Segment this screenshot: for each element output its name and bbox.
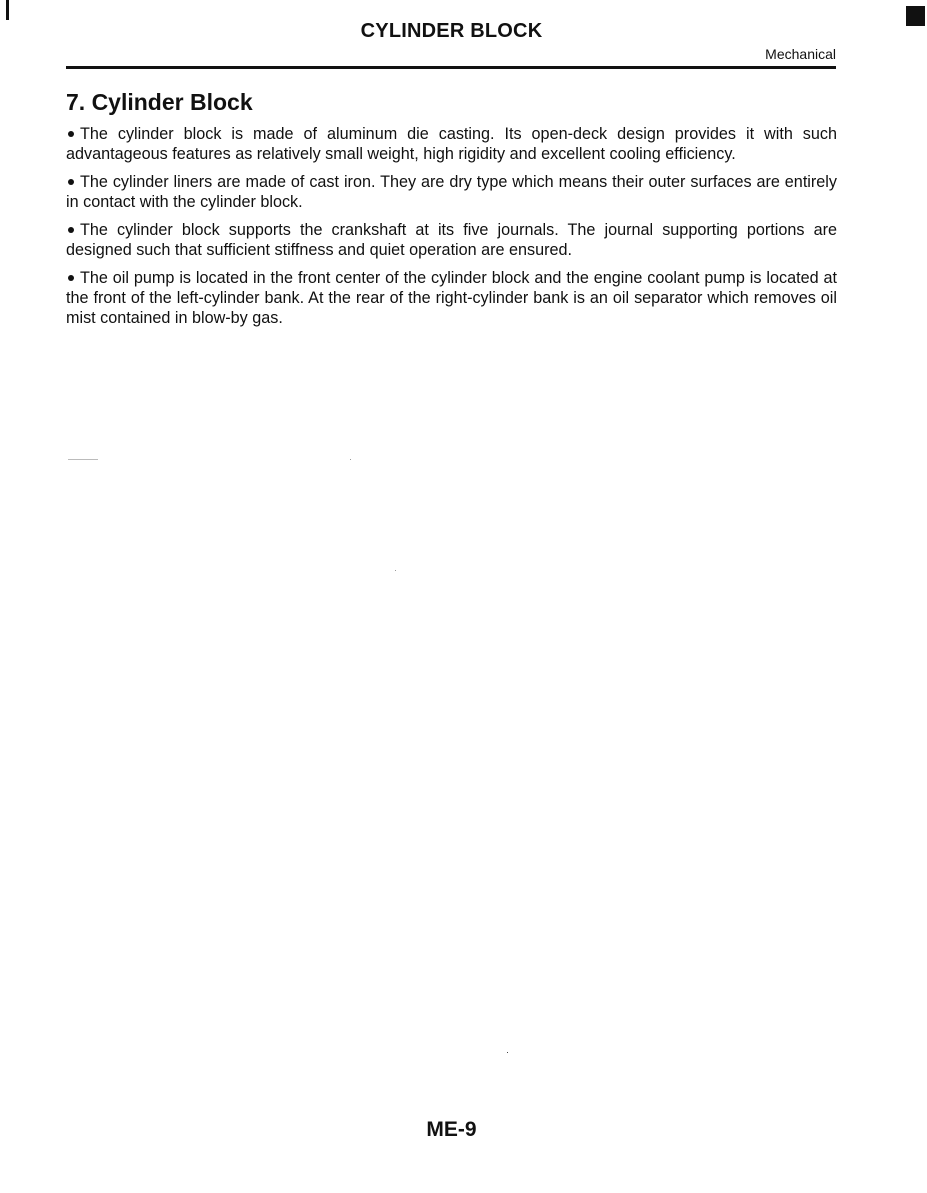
bullet-item [66,124,837,164]
page-header-section: Mechanical [765,46,836,62]
bullet-text: The cylinder block supports the crankshaft at its five journals. The journal supporting portions are designed such that sufficient stiffness and quiet operation are ensured. [66,221,837,259]
page-number: ME-9 [426,1118,477,1141]
bullet-icon [68,131,74,137]
bullet-item [66,268,837,328]
bullet-item [66,172,837,212]
page-header-title: CYLINDER BLOCK [360,20,543,42]
scan-speck [68,459,98,460]
bullet-text: The cylinder block is made of aluminum die casting. Its open-deck design provides it with such advantageous features as relatively small weight, high rigidity and excellent cooling efficiency. [66,125,837,163]
bullet-icon [68,275,74,281]
bullet-icon [68,179,74,185]
bullet-icon [68,227,74,233]
scan-speck [395,570,396,571]
right-edge-mark [906,6,925,26]
bullet-text: The oil pump is located in the front center of the cylinder block and the engine coolant pump is located at the front of the left-cylinder bank. At the rear of the right-cylinder bank is an oil separator which removes oil mist contained in blow-by gas. [66,269,837,327]
bullet-item [66,220,837,260]
bullet-text: The cylinder liners are made of cast iron. They are dry type which means their outer surfaces are entirely in contact with the cylinder block. [66,173,837,211]
section-heading: 7. Cylinder Block [66,89,253,115]
scan-speck [350,459,351,460]
header-divider [66,66,836,69]
scan-speck [507,1052,508,1053]
left-edge-mark [6,0,9,20]
bullet-list [66,124,837,336]
